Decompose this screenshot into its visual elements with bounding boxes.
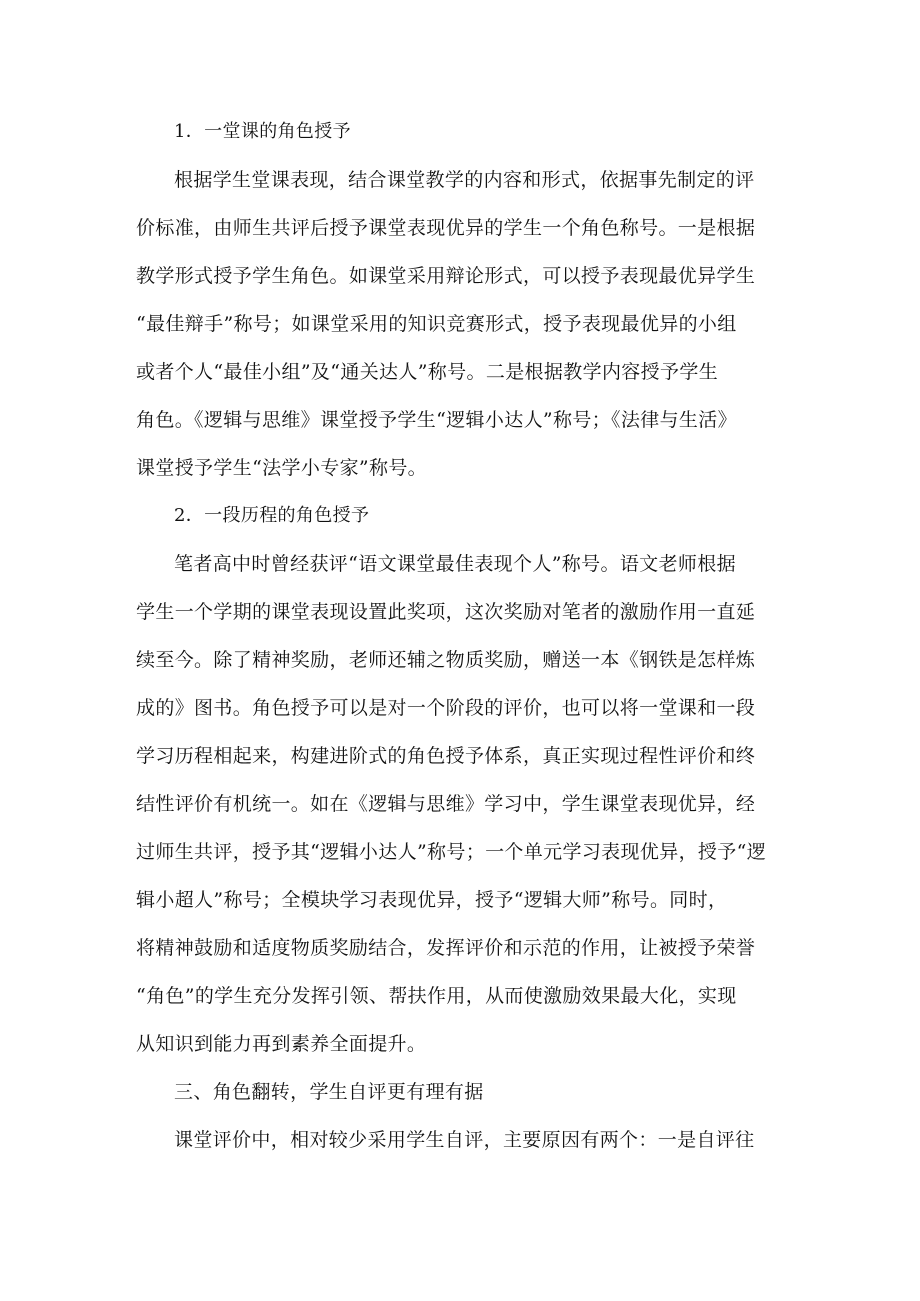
paragraph-line: 课堂授予学生“法学小专家”称号。 — [136, 457, 428, 479]
paragraph-line: 根据学生堂课表现，结合课堂教学的内容和形式，依据事先制定的评 — [174, 169, 755, 191]
paragraph-line: 课堂评价中，相对较少采用学生自评，主要原因有两个：一是自评往 — [174, 1129, 755, 1151]
paragraph-line: 角色。《逻辑与思维》课堂授予学生“逻辑小达人”称号；《法律与生活》 — [136, 409, 737, 431]
paragraph-line: 过师生共评，授予其“逻辑小达人”称号；一个单元学习表现优异，授予“逻 — [136, 841, 767, 863]
section-heading: 三、角色翻转，学生自评更有理有据 — [174, 1081, 484, 1103]
paragraph-line: 或者个人“最佳小组”及“通关达人”称号。二是根据教学内容授予学生 — [136, 361, 719, 383]
paragraph-line: 续至今。除了精神奖励，老师还辅之物质奖励，赠送一本《钢铁是怎样炼 — [136, 649, 756, 671]
paragraph-line: “角色”的学生充分发挥引领、帮扶作用，从而使激励效果最大化，实现 — [136, 985, 737, 1007]
paragraph-line: 结性评价有机统一。如在《逻辑与思维》学习中，学生课堂表现优异，经 — [136, 793, 756, 815]
paragraph-line: 学习历程相起来，构建进阶式的角色授予体系，真正实现过程性评价和终 — [136, 745, 756, 767]
paragraph-line: 笔者高中时曾经获评“语文课堂最佳表现个人”称号。语文老师根据 — [174, 553, 736, 575]
subheading-one-process: 2．一段历程的角色授予 — [174, 505, 370, 526]
paragraph-line: 学生一个学期的课堂表现设置此奖项，这次奖励对笔者的激励作用一直延 — [136, 601, 756, 623]
paragraph-line: 将精神鼓励和适度物质奖励结合，发挥评价和示范的作用，让被授予荣誉 — [136, 937, 756, 959]
paragraph-line: 成的》图书。角色授予可以是对一个阶段的评价，也可以将一堂课和一段 — [136, 697, 756, 719]
subheading-one-lesson: 1．一堂课的角色授予 — [174, 121, 351, 142]
paragraph-line: 辑小超人”称号；全模块学习表现优异，授予“逻辑大师”称号。同时， — [136, 889, 728, 911]
paragraph-line: 从知识到能力再到素养全面提升。 — [136, 1033, 427, 1055]
paragraph-line: 教学形式授予学生角色。如课堂采用辩论形式，可以授予表现最优异学生 — [136, 265, 756, 287]
paragraph-line: 价标准，由师生共评后授予课堂表现优异的学生一个角色称号。一是根据 — [136, 217, 756, 239]
paragraph-line: “最佳辩手”称号；如课堂采用的知识竞赛形式，授予表现最优异的小组 — [136, 313, 737, 335]
